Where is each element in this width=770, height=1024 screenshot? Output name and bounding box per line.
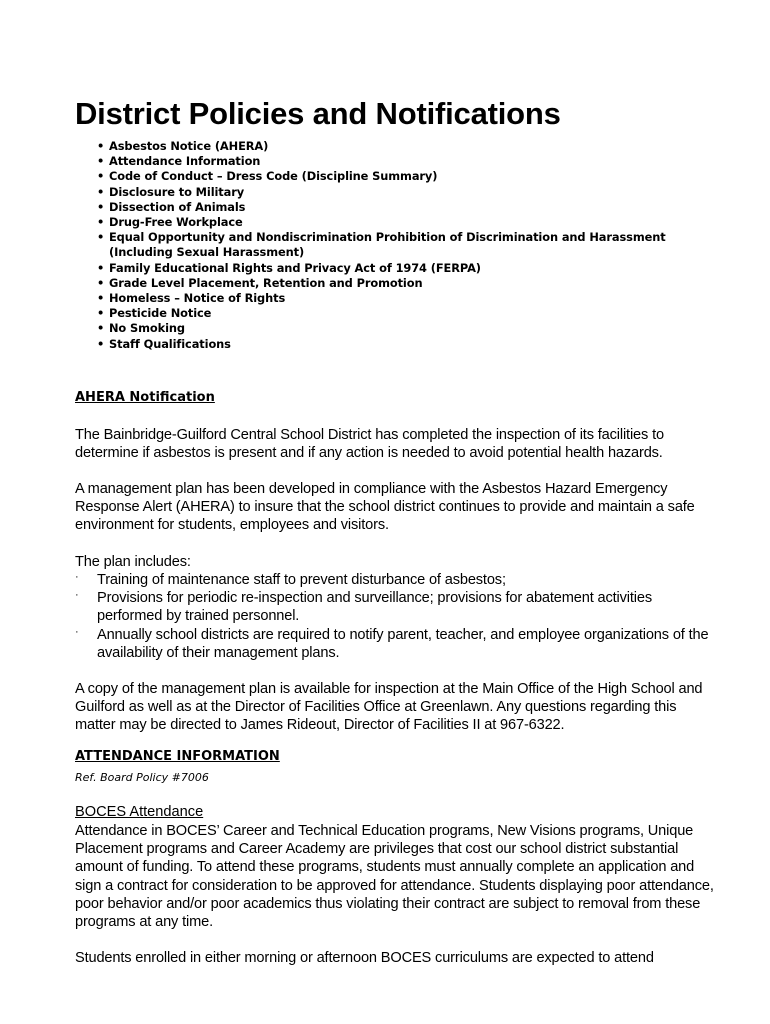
contents-item: • Attendance Information bbox=[97, 154, 261, 169]
contents-item: • Staff Qualifications bbox=[97, 336, 231, 351]
ahera-heading: AHERA Notification bbox=[75, 390, 215, 405]
bullet-icon: • bbox=[97, 154, 105, 169]
contents-item: • Disclosure to Military bbox=[97, 184, 245, 199]
bullet-icon: • bbox=[97, 275, 105, 290]
attendance-heading: ATTENDANCE INFORMATION bbox=[75, 749, 280, 764]
attendance-paragraph-1: Attendance in BOCES’ Career and Technical Education programs, New Visions programs, Unique Placement programs and Career Academy are privileges that cost our school district substantial amount of funding. To attend these programs, students must annually complete an application and sign a contract for consideration to be approved for attendance. Students displaying poor attendance, poor behavior and/or poor academics thus violating their contract are subject to removal from these programs at any time. bbox=[75, 823, 714, 931]
contents-item: • Equal Opportunity and Nondiscrimination Prohibition of Discrimination and Harassment (Including Sexual Harassment) bbox=[97, 230, 666, 260]
ahera-paragraph-2: A management plan has been developed in compliance with the Asbestos Hazard Emergency Response Alert (AHERA) to insure that the school district continues to provide and maintain a safe environment for students, employees and visitors. bbox=[75, 481, 695, 534]
bullet-icon: • bbox=[97, 306, 105, 321]
contents-item: • Homeless – Notice of Rights bbox=[97, 291, 286, 306]
contents-item: • Drug-Free Workplace bbox=[97, 215, 243, 230]
bullet-icon: • bbox=[97, 336, 105, 351]
bullet-icon: • bbox=[97, 321, 105, 336]
bullet-icon: · bbox=[75, 571, 79, 583]
contents-item: • Dissection of Animals bbox=[97, 199, 246, 214]
bullet-icon: • bbox=[97, 169, 105, 184]
plan-list bbox=[75, 571, 715, 662]
plan-item: · Annually school districts are required to notify parent, teacher, and employee organizations of the availability of their management plans. bbox=[75, 626, 715, 662]
bullet-icon: • bbox=[97, 291, 105, 306]
boces-subheading: BOCES Attendance bbox=[75, 804, 204, 820]
attendance-paragraph-2: Students enrolled in either morning or afternoon BOCES curriculums are expected to attend bbox=[75, 950, 654, 966]
bullet-icon: • bbox=[97, 215, 105, 230]
bullet-icon: • bbox=[97, 139, 105, 153]
contents-item: • Asbestos Notice (AHERA) bbox=[97, 139, 269, 153]
plan-intro: The plan includes: bbox=[75, 554, 191, 570]
contents-item: • No Smoking bbox=[97, 321, 185, 336]
bullet-icon: • bbox=[97, 184, 105, 199]
ahera-paragraph-3: A copy of the management plan is available for inspection at the Main Office of the High School and Guilford as well as at the Director of Facilities Office at Greenlawn. Any questions regarding this matter may be directed to James Rideout, Director of Facilities II at 967-6322. bbox=[75, 681, 703, 734]
bullet-icon: · bbox=[75, 589, 79, 602]
bullet-icon: • bbox=[97, 260, 105, 275]
bullet-icon: • bbox=[97, 199, 105, 214]
policy-reference: Ref. Board Policy #7006 bbox=[75, 771, 209, 784]
bullet-icon: · bbox=[75, 625, 79, 638]
plan-item: · Provisions for periodic re-inspection and surveillance; provisions for abatement activities performed by trained personnel. bbox=[75, 589, 715, 625]
contents-item: • Grade Level Placement, Retention and Promotion bbox=[97, 275, 423, 290]
contents-item: • Code of Conduct – Dress Code (Discipline Summary) bbox=[97, 169, 438, 184]
ahera-paragraph-1: The Bainbridge-Guilford Central School District has completed the inspection of its facilities to determine if asbestos is present and if any action is needed to avoid potential health hazards. bbox=[75, 427, 664, 462]
contents-list bbox=[97, 139, 707, 352]
page-title: District Policies and Notifications bbox=[75, 96, 561, 131]
plan-item: · Training of maintenance staff to prevent disturbance of asbestos; bbox=[75, 571, 715, 589]
contents-item: • Pesticide Notice bbox=[97, 306, 212, 321]
bullet-icon: • bbox=[97, 230, 105, 245]
contents-item: • Family Educational Rights and Privacy Act of 1974 (FERPA) bbox=[97, 260, 481, 275]
